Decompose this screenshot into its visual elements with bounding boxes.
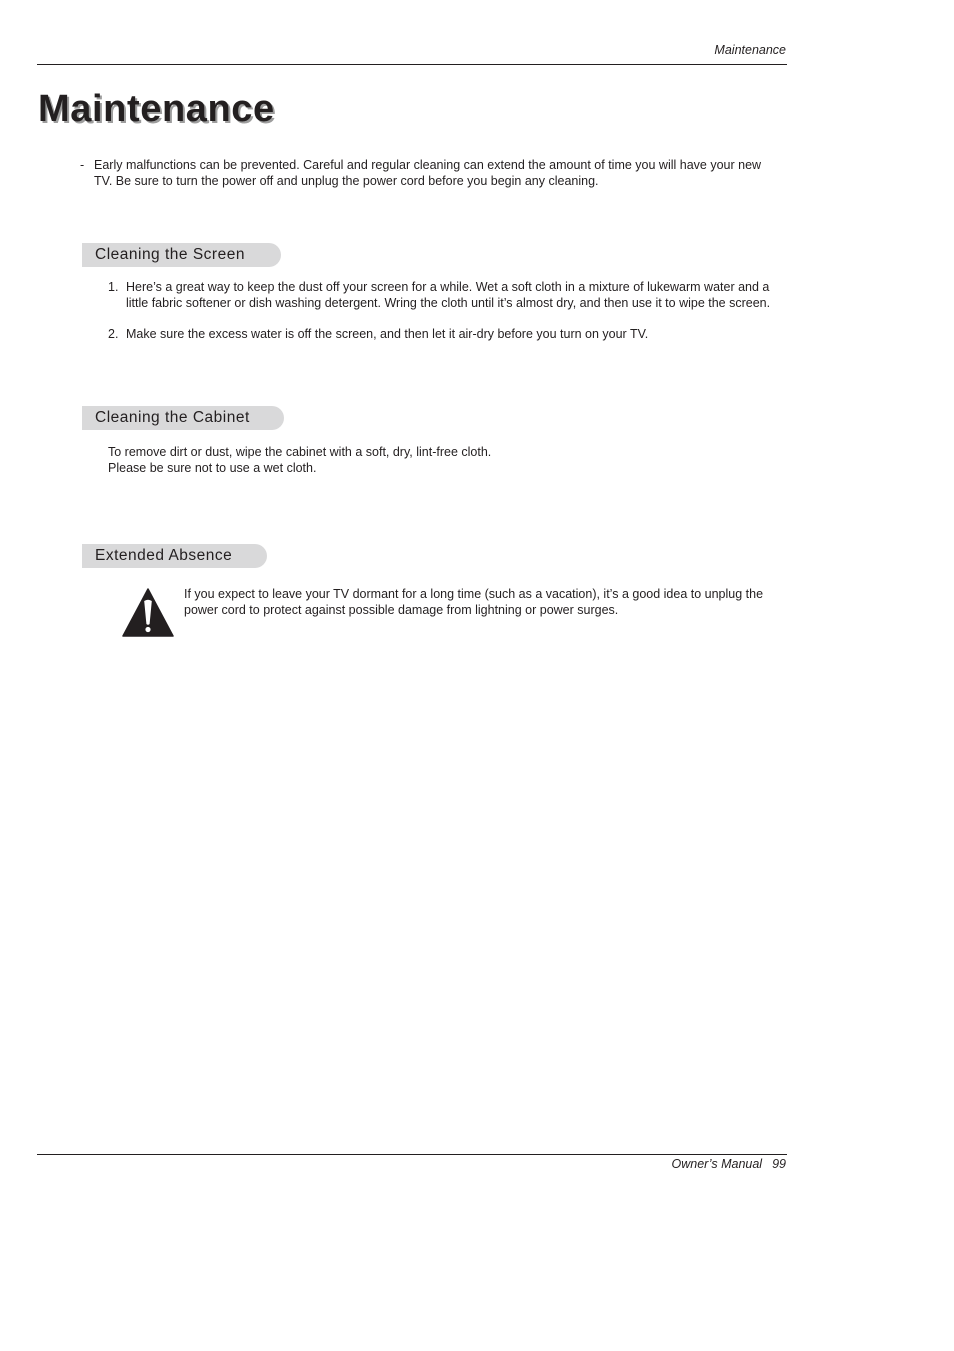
section-heading-cleaning-screen: Cleaning the Screen xyxy=(82,243,281,267)
section-heading-extended-absence: Extended Absence xyxy=(82,544,267,568)
extended-absence-text: If you expect to leave your TV dormant for a long time (such as a vacation), it’s a good idea to unplug the power cord to protect against possible damage from lightning or power surges. xyxy=(184,587,764,617)
header-rule xyxy=(37,64,787,65)
step-text: Here’s a great way to keep the dust off your screen for a while. Wet a soft cloth in a mixture of lukewarm water and a little fabric softener or dish washing detergent. Wring the cloth until it’s almost dry, and then use it to wipe the screen. xyxy=(126,280,771,310)
cabinet-line: To remove dirt or dust, wipe the cabinet with a soft, dry, lint-free cloth. xyxy=(108,445,492,459)
running-header: Maintenance xyxy=(714,43,786,57)
step-number: 2. xyxy=(108,327,119,341)
page-number: 99 xyxy=(772,1157,786,1171)
running-footer xyxy=(38,1157,786,1172)
footer-manual-label: Owner’s Manual xyxy=(671,1157,763,1171)
intro-paragraph xyxy=(80,157,770,189)
intro-text: Early malfunctions can be prevented. Careful and regular cleaning can extend the amount of time you will have your new TV. Be sure to turn the power off and unplug the power cord before you begin any cleaning. xyxy=(94,158,762,188)
intro-bullet: - xyxy=(80,158,85,172)
step-number: 1. xyxy=(108,280,119,294)
list-item xyxy=(108,326,788,342)
section-heading-cleaning-cabinet: Cleaning the Cabinet xyxy=(82,406,284,430)
step-text: Make sure the excess water is off the screen, and then let it air-dry before you turn on your TV. xyxy=(126,327,649,341)
page-title: Maintenance xyxy=(38,88,275,130)
list-item xyxy=(108,279,788,311)
warning-icon xyxy=(122,587,174,637)
cleaning-cabinet-text xyxy=(108,444,768,476)
cleaning-screen-steps xyxy=(108,279,788,342)
cabinet-line: Please be sure not to use a wet cloth. xyxy=(108,461,317,475)
footer-rule xyxy=(37,1154,787,1155)
